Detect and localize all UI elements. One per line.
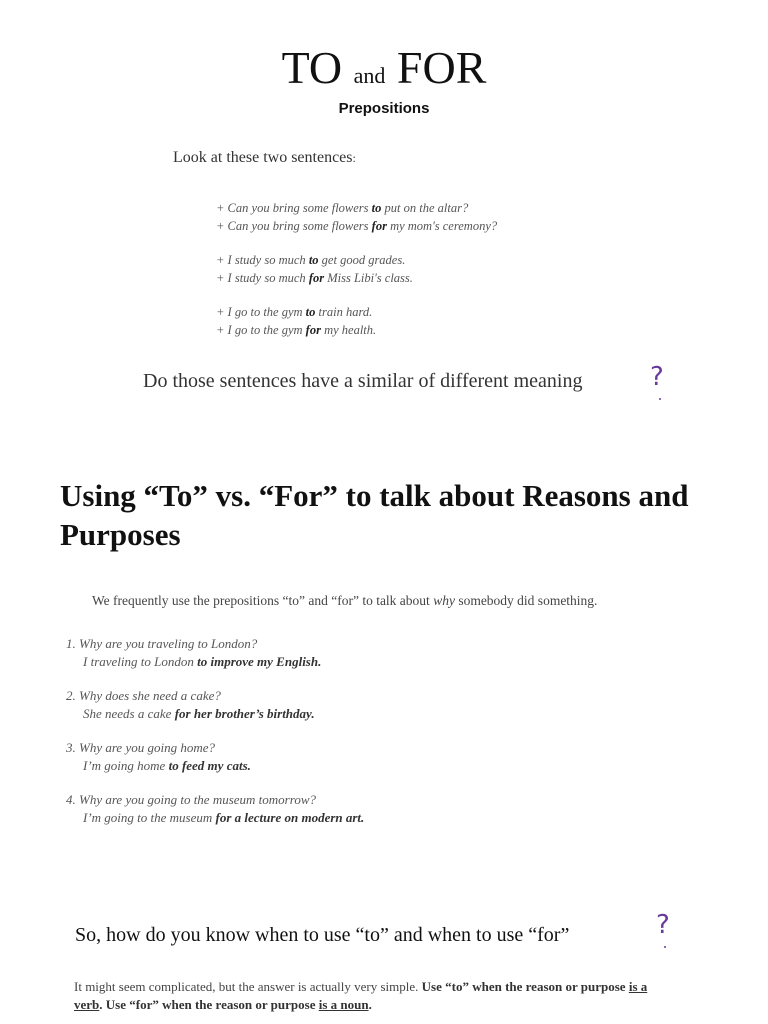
qa-question: 1. Why are you traveling to London?: [66, 636, 258, 651]
title-to: TO: [281, 42, 343, 93]
example-sentence: + Can you bring some flowers for my mom's ceremony?: [216, 219, 498, 233]
question-mark-icon: ?: [650, 362, 664, 392]
question-mark-dot: [659, 398, 661, 400]
example-group-2: [216, 251, 413, 287]
example-sentence: + I study so much to get good grades.: [216, 253, 406, 267]
intro-text: Look at these two sentences:: [173, 149, 356, 166]
how-question: So, how do you know when to use “to” and when to use “for”: [75, 924, 570, 946]
page-title: [0, 40, 768, 104]
example-group-1: [216, 199, 497, 235]
page-subtitle: Prepositions: [338, 100, 430, 117]
qa-answer: I’m going to the museum for a lecture on modern art.: [83, 810, 365, 825]
qa-answer: She needs a cake for her brother’s birthday.: [83, 706, 315, 721]
example-sentence: + Can you bring some flowers to put on the altar?: [216, 201, 469, 215]
qa-answer: I’m going home to feed my cats.: [83, 758, 251, 773]
example-group-3: [216, 303, 376, 339]
question-mark-dot: [664, 946, 666, 948]
example-sentence: + I go to the gym to train hard.: [216, 305, 373, 319]
explanation-paragraph: It might seem complicated, but the answer is actually very simple. Use “to” when the reason or purpose is a verb. Use “for” when the reason or purpose is a noun.: [74, 979, 648, 1012]
title-and: and: [353, 63, 386, 88]
meaning-question: Do those sentences have a similar of different meaning: [143, 370, 583, 392]
question-mark-icon: ?: [656, 910, 670, 940]
example-sentence: + I go to the gym for my health.: [216, 323, 377, 337]
qa-item-1: [66, 635, 321, 671]
lead-paragraph: We frequently use the prepositions “to” and “for” to talk about why somebody did something.: [92, 593, 598, 608]
qa-question: 2. Why does she need a cake?: [66, 688, 221, 703]
qa-question: 4. Why are you going to the museum tomorrow?: [66, 792, 316, 807]
qa-item-2: [66, 687, 315, 723]
qa-question: 3. Why are you going home?: [66, 740, 215, 755]
qa-answer: I traveling to London to improve my English.: [83, 654, 322, 669]
title-for: FOR: [396, 42, 487, 93]
qa-item-3: [66, 739, 251, 775]
qa-item-4: [66, 791, 364, 827]
example-sentence: + I study so much for Miss Libi's class.: [216, 271, 413, 285]
section-heading: Using “To” vs. “For” to talk about Reasons and Purposes: [60, 478, 689, 552]
